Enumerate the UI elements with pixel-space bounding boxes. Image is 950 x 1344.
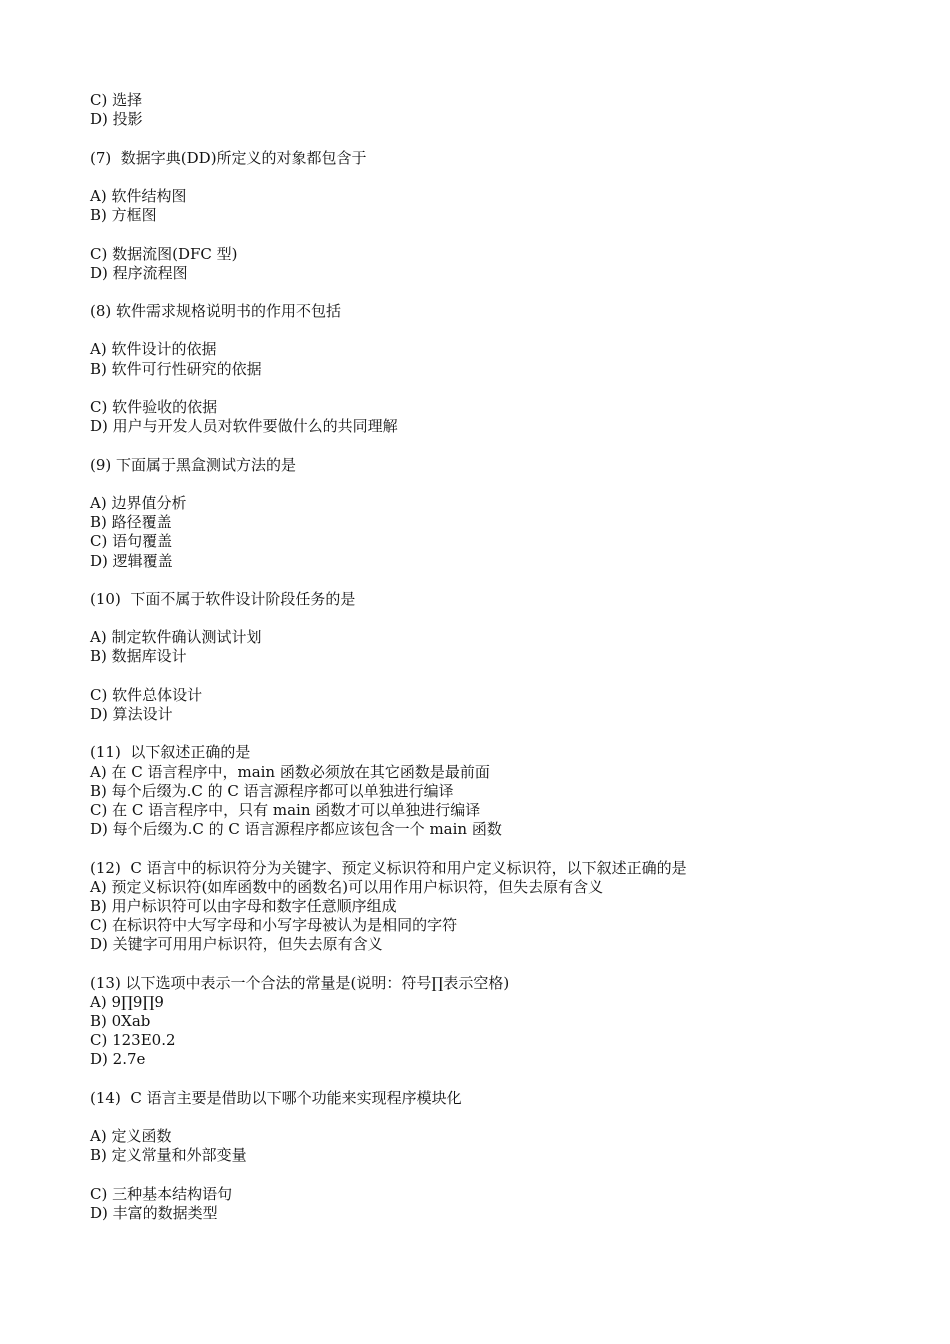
blank-line bbox=[90, 379, 930, 398]
answer-option: B) 路径覆盖 bbox=[90, 513, 172, 532]
blank-line bbox=[90, 1070, 930, 1089]
blank-line bbox=[90, 168, 930, 187]
answer-option: D) 用户与开发人员对软件要做什么的共同理解 bbox=[90, 417, 398, 436]
answer-option: D) 逻辑覆盖 bbox=[90, 551, 173, 570]
blank-line bbox=[90, 1166, 930, 1185]
blank-line bbox=[90, 724, 930, 743]
answer-option: B) 0Xab bbox=[90, 1012, 151, 1030]
blank-line bbox=[90, 475, 930, 494]
answer-option: C) 软件验收的依据 bbox=[90, 398, 218, 416]
answer-option: A) 边界值分析 bbox=[90, 493, 187, 512]
answer-option: B) 方框图 bbox=[90, 206, 157, 225]
answer-option: D) 每个后缀为.C 的 C 语言源程序都应该包含一个 main 函数 bbox=[90, 820, 502, 839]
answer-option: A) 预定义标识符(如库函数中的函数名)可以用作用户标识符，但失去原有含义 bbox=[90, 877, 604, 896]
question-stem: (9) 下面属于黑盒测试方法的是 bbox=[90, 455, 297, 474]
answer-option: D) 算法设计 bbox=[90, 705, 173, 723]
answer-option: B) 每个后缀为.C 的 C 语言源程序都可以单独进行编译 bbox=[90, 781, 454, 800]
answer-option: A) 制定软件确认测试计划 bbox=[90, 628, 262, 647]
blank-line bbox=[90, 839, 930, 858]
blank-line bbox=[90, 283, 930, 302]
question-stem: (14) C 语言主要是借助以下哪个功能来实现程序模块化 bbox=[90, 1088, 462, 1107]
answer-option: A) 定义函数 bbox=[90, 1127, 172, 1146]
answer-option: C) 数据流图(DFC 型) bbox=[90, 244, 238, 263]
answer-option: C) 123E0.2 bbox=[90, 1031, 176, 1050]
answer-option: D) 丰富的数据类型 bbox=[90, 1203, 218, 1222]
answer-option: C) 在标识符中大写字母和小写字母被认为是相同的字符 bbox=[90, 916, 458, 935]
answer-option: C) 选择 bbox=[90, 91, 143, 109]
answer-option: C) 在 C 语言程序中，只有 main 函数才可以单独进行编译 bbox=[90, 800, 481, 819]
blank-line bbox=[90, 609, 930, 628]
question-stem: (10) 下面不属于软件设计阶段任务的是 bbox=[90, 589, 356, 608]
answer-option: B) 定义常量和外部变量 bbox=[90, 1146, 247, 1165]
blank-line bbox=[90, 667, 930, 686]
answer-option: A) 9∏9∏9 bbox=[90, 992, 164, 1011]
answer-option: B) 软件可行性研究的依据 bbox=[90, 359, 262, 378]
answer-option: B) 用户标识符可以由字母和数字任意顺序组成 bbox=[90, 896, 397, 915]
answer-option: D) 2.7e bbox=[90, 1050, 146, 1069]
question-stem: (7) 数据字典(DD)所定义的对象都包含于 bbox=[90, 148, 367, 167]
blank-line bbox=[90, 225, 930, 244]
blank-line bbox=[90, 129, 930, 148]
blank-line bbox=[90, 436, 930, 455]
blank-line bbox=[90, 954, 930, 973]
answer-option: A) 软件设计的依据 bbox=[90, 340, 217, 359]
question-stem: (11) 以下叙述正确的是 bbox=[90, 743, 251, 762]
question-stem: (13) 以下选项中表示一个合法的常量是(说明：符号∏表示空格) bbox=[90, 973, 510, 992]
document-page bbox=[90, 91, 930, 1223]
answer-option: C) 三种基本结构语句 bbox=[90, 1184, 233, 1203]
blank-line bbox=[90, 571, 930, 590]
question-stem: (8) 软件需求规格说明书的作用不包括 bbox=[90, 302, 342, 321]
blank-line bbox=[90, 1108, 930, 1127]
answer-option: A) 软件结构图 bbox=[90, 186, 187, 205]
answer-option: D) 关键字可用用户标识符，但失去原有含义 bbox=[90, 935, 383, 954]
answer-option: D) 程序流程图 bbox=[90, 263, 188, 282]
answer-option: B) 数据库设计 bbox=[90, 647, 187, 666]
question-stem: (12) C 语言中的标识符分为关键字、预定义标识符和用户定义标识符，以下叙述正确的是 bbox=[90, 858, 687, 877]
answer-option: D) 投影 bbox=[90, 110, 143, 129]
answer-option: A) 在 C 语言程序中，main 函数必须放在其它函数是最前面 bbox=[90, 762, 490, 781]
answer-option: C) 软件总体设计 bbox=[90, 685, 203, 704]
blank-line bbox=[90, 321, 930, 340]
answer-option: C) 语句覆盖 bbox=[90, 532, 173, 551]
